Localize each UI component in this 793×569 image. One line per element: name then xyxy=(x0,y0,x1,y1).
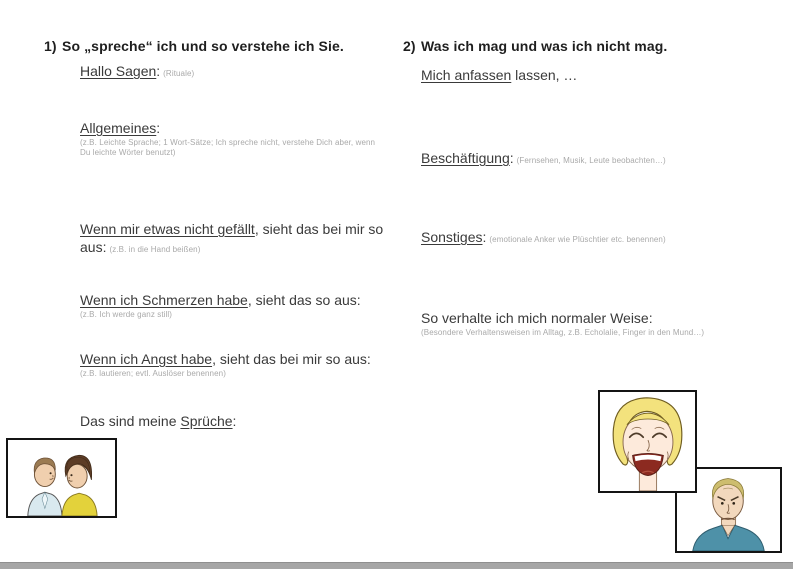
hallo-sagen-colon: : xyxy=(156,63,161,79)
sprueche-pre: Das sind meine xyxy=(80,413,181,429)
sprueche-label: Sprüche xyxy=(180,413,233,429)
anfassen-label: Mich anfassen xyxy=(421,67,512,83)
viewer-bottom-edge xyxy=(0,562,793,569)
sprueche-item xyxy=(80,412,400,430)
nicht-gefaellt-label: Wenn mir etwas nicht gefällt xyxy=(80,221,255,237)
hallo-sagen-item xyxy=(80,62,400,83)
schmerzen-note: (z.B. Ich werde ganz still) xyxy=(80,310,173,319)
verhalten-note: (Besondere Verhaltensweisen im Alltag, z.B. Echolalie, Finger in den Mund…) xyxy=(421,328,705,337)
two-people-talking-image xyxy=(8,440,115,516)
verhalten-item xyxy=(421,309,791,338)
nicht-gefaellt-note: (z.B. in die Hand beißen) xyxy=(109,245,201,254)
section-1-number: 1) xyxy=(44,38,57,54)
sonstiges-note: (emotionale Anker wie Plüschtier etc. benennen) xyxy=(489,235,666,244)
beschaeftigung-note: (Fernsehen, Musik, Leute beobachten…) xyxy=(516,156,666,165)
angst-rest: , sieht das bei mir so aus: xyxy=(212,351,371,367)
laughing-person-illustration xyxy=(598,390,697,493)
allgemeines-label: Allgemeines xyxy=(80,120,157,136)
section-2-title: Was ich mag und was ich nicht mag. xyxy=(421,38,668,54)
section-2-heading xyxy=(403,38,667,54)
hallo-sagen-note: (Rituale) xyxy=(163,69,195,78)
verhalten-label: So verhalte ich mich normaler Weise: xyxy=(421,310,653,326)
allgemeines-note: (z.B. Leichte Sprache; 1 Wort-Sätze; Ich spreche nicht, verstehe Dich aber, wenn Du leichte Wörter benutzt) xyxy=(80,138,376,157)
schmerzen-label: Wenn ich Schmerzen habe xyxy=(80,292,248,308)
sprueche-post: : xyxy=(232,413,237,429)
section-1-heading xyxy=(44,38,344,54)
hallo-sagen-label: Hallo Sagen xyxy=(80,63,157,79)
beschaeftigung-item xyxy=(421,149,781,170)
anfassen-rest: lassen, … xyxy=(511,67,578,83)
schmerzen-item xyxy=(80,291,420,320)
nicht-gefaellt-item xyxy=(80,220,402,259)
sonstiges-item xyxy=(421,228,781,249)
nicht-gefaellt-rest: , sieht das bei mir so aus: xyxy=(80,221,384,255)
sonstiges-colon: : xyxy=(482,229,487,245)
allgemeines-colon: : xyxy=(156,120,161,136)
sonstiges-label: Sonstiges xyxy=(421,229,483,245)
section-2-number: 2) xyxy=(403,38,416,54)
two-people-talking-illustration xyxy=(6,438,117,518)
angst-item xyxy=(80,350,420,379)
anfassen-item xyxy=(421,66,741,84)
angst-label: Wenn ich Angst habe xyxy=(80,351,213,367)
laughing-person-image xyxy=(600,392,695,491)
schmerzen-rest: , sieht das so aus: xyxy=(247,292,361,308)
allgemeines-item xyxy=(80,119,390,158)
angst-note: (z.B. lautieren; evtl. Auslöser benennen) xyxy=(80,369,226,378)
section-1-title: So „spreche“ ich und so verstehe ich Sie. xyxy=(62,38,344,54)
beschaeftigung-label: Beschäftigung xyxy=(421,150,510,166)
beschaeftigung-colon: : xyxy=(509,150,514,166)
